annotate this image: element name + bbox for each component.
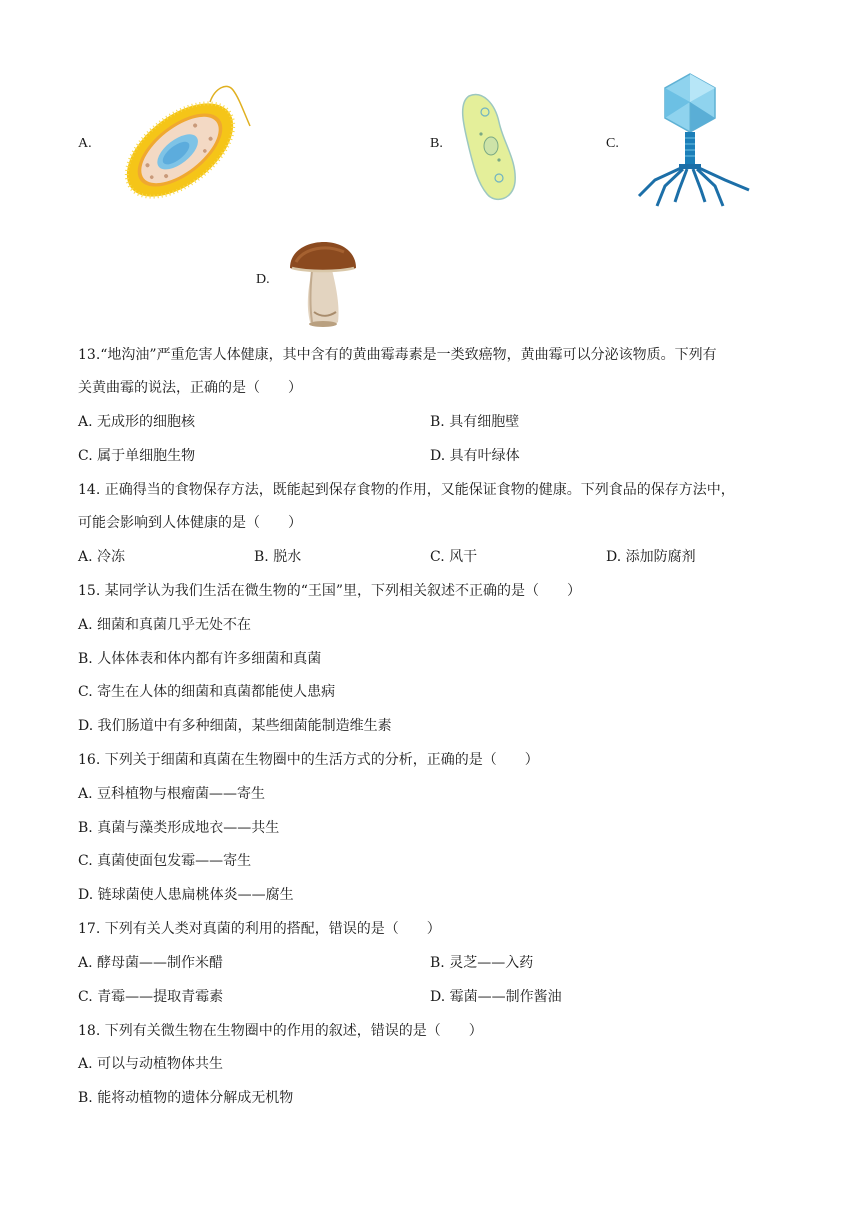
question-17-option-a: A. 酵母菌——制作米醋 (78, 955, 224, 971)
question-18-option-a: A. 可以与动植物体共生 (78, 1056, 224, 1072)
question-16-option-d: D. 链球菌使人患扁桃体炎——腐生 (78, 887, 294, 903)
question-14-option-a: A. 冷冻 (78, 549, 126, 565)
question-14-stem-line-1: 14. 正确得当的食物保存方法，既能起到保存食物的作用，又能保证食物的健康。下列食品的保存方法中， (78, 482, 735, 498)
question-17-option-d: D. 霉菌——制作酱油 (430, 989, 562, 1005)
question-16-option-b: B. 真菌与藻类形成地衣——共生 (78, 820, 280, 836)
option-label-b: B. (430, 136, 443, 151)
question-15-stem-line-1: 15. 某同学认为我们生活在微生物的“王国”里，下列相关叙述不正确的是（ ） (78, 583, 582, 599)
question-15-option-c: C. 寄生在人体的细菌和真菌都能使人患病 (78, 684, 336, 700)
option-label-a: A. (78, 136, 92, 151)
question-15-option-d: D. 我们肠道中有多种细菌，某些细菌能制造维生素 (78, 718, 392, 734)
question-18-option-b: B. 能将动植物的遗体分解成无机物 (78, 1090, 294, 1106)
question-16-option-c: C. 真菌使面包发霉——寄生 (78, 853, 252, 869)
option-label-d: D. (256, 272, 270, 287)
question-13-stem-line-1: 13.“地沟油”严重危害人体健康，其中含有的黄曲霉毒素是一类致癌物，黄曲霉可以分泌该物质。下列有 (78, 347, 717, 363)
question-17-option-b: B. 灵芝——入药 (430, 955, 534, 971)
question-14-option-d: D. 添加防腐剂 (606, 549, 696, 565)
question-16-stem-line-1: 16. 下列关于细菌和真菌在生物圈中的生活方式的分析，正确的是（ ） (78, 752, 539, 768)
question-17-stem-line-1: 17. 下列有关人类对真菌的利用的搭配，错误的是（ ） (78, 921, 441, 937)
option-label-c: C. (606, 136, 619, 151)
mushroom-image (288, 240, 358, 328)
question-15-option-b: B. 人体体表和体内都有许多细菌和真菌 (78, 651, 322, 667)
bacterium-image (115, 80, 255, 210)
question-13-stem-line-2: 关黄曲霉的说法，正确的是（ ） (78, 380, 302, 396)
question-16-option-a: A. 豆科植物与根瘤菌——寄生 (78, 786, 266, 802)
bacteriophage-image (635, 72, 755, 210)
question-14-option-b: B. 脱水 (254, 549, 302, 565)
question-13-option-c: C. 属于单细胞生物 (78, 448, 196, 464)
question-14-option-c: C. 风干 (430, 549, 478, 565)
question-17-option-c: C. 青霉——提取青霉素 (78, 989, 224, 1005)
question-13-option-b: B. 具有细胞壁 (430, 414, 520, 430)
question-15-option-a: A. 细菌和真菌几乎无处不在 (78, 617, 252, 633)
question-13-option-a: A. 无成形的细胞核 (78, 414, 196, 430)
question-14-stem-line-2: 可能会影响到人体健康的是（ ） (78, 515, 302, 531)
question-13-option-d: D. 具有叶绿体 (430, 448, 520, 464)
question-18-stem-line-1: 18. 下列有关微生物在生物圈中的作用的叙述，错误的是（ ） (78, 1023, 483, 1039)
paramecium-image (455, 90, 525, 205)
